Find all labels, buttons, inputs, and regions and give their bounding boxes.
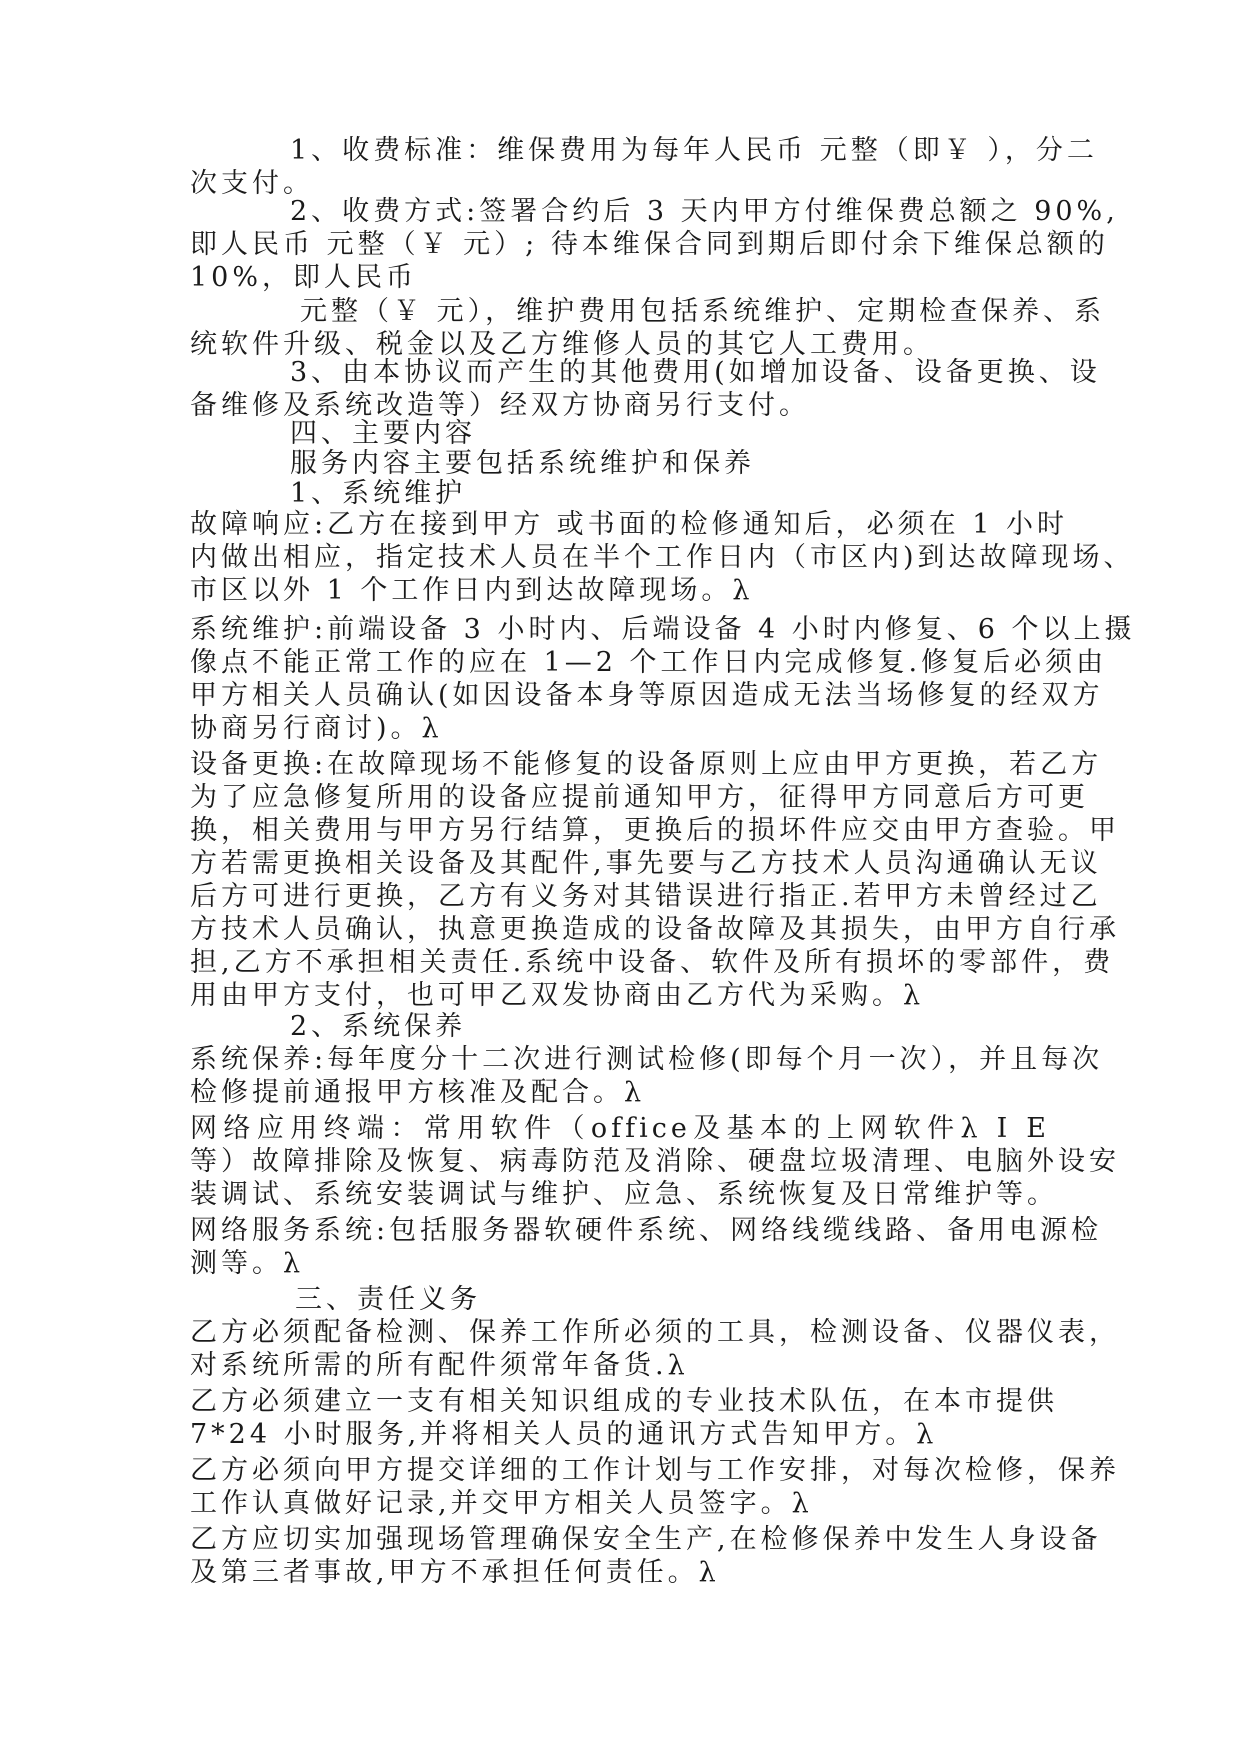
text-line: 次支付。 xyxy=(190,168,314,199)
text-line: 网络应用终端：常用软件（office及基本的上网软件λ I E xyxy=(190,1113,1050,1144)
text-line: 系统保养:每年度分十二次进行测试检修(即每个月一次），并且每次 xyxy=(190,1044,1104,1075)
text-line: 工作认真做好记录,并交甲方相关人员签字。λ xyxy=(190,1488,813,1519)
text-line: 即人民币 元整（￥ 元）; 待本维保合同到期后即付余下维保总额的 xyxy=(190,229,1109,260)
text-line: 服务内容主要包括系统维护和保养 xyxy=(290,448,755,479)
text-line: 换，相关费用与甲方另行结算，更换后的损坏件应交由甲方查验。甲 xyxy=(190,815,1120,846)
text-line: 方技术人员确认，执意更换造成的设备故障及其损失，由甲方自行承 xyxy=(190,914,1120,945)
text-line: 像点不能正常工作的应在 1—2 个工作日内完成修复.修复后必须由 xyxy=(190,647,1108,678)
text-line: 系统维护:前端设备 3 小时内、后端设备 4 小时内修复、6 个以上摄 xyxy=(190,614,1136,645)
section-heading: 三、责任义务 xyxy=(295,1284,481,1315)
text-line: 乙方必须向甲方提交详细的工作计划与工作安排，对每次检修，保养 xyxy=(190,1455,1120,1486)
section-heading: 1、系统维护 xyxy=(290,478,467,509)
text-line: 设备更换:在故障现场不能修复的设备原则上应由甲方更换，若乙方 xyxy=(190,749,1103,780)
text-line: 等）故障排除及恢复、病毒防范及消除、硬盘垃圾清理、电脑外设安 xyxy=(190,1146,1120,1177)
text-line: 元整（￥ 元），维护费用包括系统维护、定期检查保养、系 xyxy=(300,296,1106,327)
text-line: 装调试、系统安装调试与维护、应急、系统恢复及日常维护等。 xyxy=(190,1179,1058,1210)
text-line: 协商另行商讨)。λ xyxy=(190,713,443,744)
text-line: 2、收费方式:签署合约后 3 天内甲方付维保费总额之 90%, xyxy=(290,196,1119,227)
text-line: 后方可进行更换，乙方有义务对其错误进行指正.若甲方未曾经过乙 xyxy=(190,881,1102,912)
text-line: 统软件升级、税金以及乙方维修人员的其它人工费用。 xyxy=(190,329,934,360)
text-line: 乙方必须配备检测、保养工作所必须的工具，检测设备、仪器仪表， xyxy=(190,1317,1120,1348)
text-line: 7*24 小时服务,并将相关人员的通讯方式告知甲方。λ xyxy=(190,1419,938,1450)
text-line: 网络服务系统:包括服务器软硬件系统、网络线缆线路、备用电源检 xyxy=(190,1215,1103,1246)
text-line: 乙方应切实加强现场管理确保安全生产,在检修保养中发生人身设备 xyxy=(190,1524,1102,1555)
text-line: 备维修及系统改造等）经双方协商另行支付。 xyxy=(190,390,810,421)
text-line: 10%，即人民币 xyxy=(190,262,418,293)
text-line: 1、收费标准：维保费用为每年人民币 元整（即￥ ），分二 xyxy=(290,135,1098,166)
text-line: 市区以外 1 个工作日内到达故障现场。λ xyxy=(190,575,754,606)
text-line: 甲方相关人员确认(如因设备本身等原因造成无法当场修复的经双方 xyxy=(190,680,1104,711)
section-heading: 2、系统保养 xyxy=(290,1011,467,1042)
text-line: 3、由本协议而产生的其他费用(如增加设备、设备更换、设 xyxy=(290,357,1101,388)
text-line: 担,乙方不承担相关责任.系统中设备、软件及所有损坏的零部件，费 xyxy=(190,947,1115,978)
text-line: 对系统所需的所有配件须常年备货.λ xyxy=(190,1350,689,1381)
section-heading: 四、主要内容 xyxy=(290,418,476,449)
text-line: 检修提前通报甲方核准及配合。λ xyxy=(190,1077,646,1108)
text-line: 及第三者事故,甲方不承担任何责任。λ xyxy=(190,1557,720,1588)
text-line: 用由甲方支付，也可甲乙双发协商由乙方代为采购。λ xyxy=(190,980,925,1011)
text-line: 为了应急修复所用的设备应提前通知甲方，征得甲方同意后方可更 xyxy=(190,782,1089,813)
text-line: 乙方必须建立一支有相关知识组成的专业技术队伍，在本市提供 xyxy=(190,1386,1058,1417)
text-line: 内做出相应，指定技术人员在半个工作日内（市区内)到达故障现场、 xyxy=(190,542,1135,573)
text-line: 测等。λ xyxy=(190,1248,305,1279)
text-line: 故障响应:乙方在接到甲方 或书面的检修通知后，必须在 1 小时 xyxy=(190,509,1069,540)
text-line: 方若需更换相关设备及其配件,事先要与乙方技术人员沟通确认无议 xyxy=(190,848,1102,879)
